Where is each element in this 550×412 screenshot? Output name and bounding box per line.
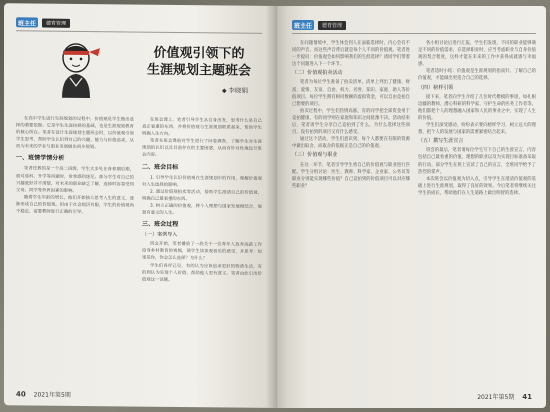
paragraph: 拍卖过程中，学生们热情高涨，有的同学把全部资金用于竞拍健康，有的同学则在家庭和知识之间犹豫不决。活动结束后，笔者请学生分享自己竞拍到了什么，为什么选择这些项目，没有拍到的项目又有什么感受。 bbox=[292, 108, 410, 136]
header-divider bbox=[292, 33, 536, 34]
magazine-logo: 班主任 bbox=[292, 20, 314, 30]
magazine-logo: 班主任 bbox=[16, 17, 38, 27]
left-folio bbox=[16, 389, 71, 399]
sub-heading: （一）案例导入 bbox=[142, 231, 178, 239]
paragraph: 在这一环节，笔者引导学生将自己的价值观与职业进行匹配。学生分组讨论：医生、教师、科学家、企业家、公务员等职业分别能实现哪些价值？自己竞拍到的价值项目可以对应哪些职业？ bbox=[292, 162, 410, 189]
paragraph: 3. 树立正确的价值观，将个人理想与国家发展相结合，规划有意义的人生。 bbox=[142, 203, 262, 216]
paragraph: 在问题情境中，学生体会到人在面临选择时，内心会有不同的声音，而这些声音背后就是每个人不同的价值观。笔者进一步提问：价值观会如何影响我们的生涯选择？请同学们带着这个问题进入下一个环节。 bbox=[292, 41, 410, 68]
magazine-spread bbox=[4, 6, 546, 408]
paragraph: 学生们各抒己见，有的认为应该追求更好的物质生活，有的则认为实现个人价值、帮助他人更有意义。笔者由此引出价值观这一话题。 bbox=[142, 263, 262, 283]
right-column-2 bbox=[418, 40, 536, 388]
paragraph: 笔者在班会课前对学生进行了问卷调查，了解学生对生涯规划的认识以及目前存在的主要困惑，从而有针对性地设计班会内容。 bbox=[142, 138, 262, 159]
left-page bbox=[4, 3, 276, 408]
section-heading: 一、班情学情分析 bbox=[16, 154, 65, 163]
issue-label: 2021年第5期 bbox=[477, 394, 515, 401]
issue-label: 2021年第5期 bbox=[33, 391, 71, 399]
paragraph: 各小组讨论后进行汇报，学生们发现，不同的职业能够满足不同的价值需求，在选择职业时，应当考虑职业与自身价值观的契合程度，这样才能在未来的工作中获得成就感与幸福感。 bbox=[418, 41, 536, 68]
article-title-line-1: 价值观引领下的 bbox=[153, 45, 245, 62]
paragraph: 随着学生年龄的增长，他们开始独立思考人生的意义，逐渐形成自己的价值观。但由于社会阅历有限，学生的价值观尚不稳定，需要教师进行正确的引导。 bbox=[16, 195, 134, 216]
left-column-1 bbox=[16, 115, 134, 386]
section-label: 德育管理 bbox=[42, 18, 70, 27]
article-author: ◆ 李晓娟 bbox=[134, 85, 264, 95]
sub-heading: （三）价值观与职业 bbox=[292, 152, 338, 159]
header-divider bbox=[16, 30, 262, 34]
sub-heading: （五）撰写生涯宣言 bbox=[418, 138, 464, 145]
paragraph: 在高中学生进行生涯规划的过程中，价值观是学生做出选择的重要依据。它是学生生涯抉择的基础，也是生涯规划教育的核心所在。笔者在设计生涯规划主题班会时，以价值观引领学生思考，帮助学生认识到自己的兴趣、能力与价值追求，从而为未来的学业与职业发展做出初步规划。 bbox=[16, 116, 134, 151]
right-page-header bbox=[292, 18, 346, 32]
section-heading: 三、班会过程 bbox=[142, 220, 179, 229]
right-page bbox=[276, 6, 546, 408]
article-title-line-2: 生涯规划主题班会 bbox=[146, 62, 251, 79]
paragraph: 接下来，笔者向学生介绍了几位时代楷模的事迹，如扎根边疆的教师、潜心科研的科学家、守护生命的医务工作者等。他们都把个人的理想融入国家和人民的事业之中，实现了人生的价值。 bbox=[418, 94, 536, 121]
page-number: 41 bbox=[522, 393, 532, 401]
paragraph: 在班会课上，笔者引导学生从自身出发，思考什么是自己真正看重的东西，并将价值观与生涯规划联系起来，帮助学生明确人生方向。 bbox=[142, 117, 262, 138]
page-number: 40 bbox=[16, 390, 26, 399]
paragraph: 班会开始，笔者播放了一段关于一位青年人放弃高薪工作投身乡村教育的视频，请学生谈谈观看后的感受，并思考：如果是你，你会怎么选择？为什么？ bbox=[142, 241, 262, 262]
boy-illustration-icon bbox=[48, 38, 104, 103]
left-page-header bbox=[16, 15, 70, 30]
sub-heading: （四）榜样引领 bbox=[418, 84, 454, 91]
right-folio bbox=[477, 392, 532, 401]
paragraph: 学生们深受感动，纷纷表示要向榜样学习，树立远大的理想，把个人的发展与国家的需要紧密结合起来。 bbox=[418, 123, 536, 136]
paragraph: 本次班会以价值观为切入点，引导学生在澄清价值观的基础上进行生涯规划，取得了良好的效果。今后笔者将继续关注学生的成长，帮助他们在人生道路上做出明智的选择。 bbox=[418, 176, 536, 196]
paragraph: 笔者任教的是一个高二班级，学生大多处在青春期后期，面对选科、升学等问题时，常常感到迷茫。部分学生对自己的兴趣爱好并不清楚，对未来的职业缺乏了解，选择时容易受到父母、同学等外界因素的影响。 bbox=[16, 166, 134, 194]
paragraph: 2. 通过价值观拍卖等活动，帮助学生澄清自己的价值观，明确自己最看重的东西。 bbox=[142, 189, 262, 202]
article-title-block bbox=[134, 45, 264, 95]
paragraph: 笔者为每位学生准备了拍卖清单，清单上列出了健康、财富、爱情、友谊、自由、权力、名誉、知识、家庭、助人等价值项目。每位学生拥有相同数额的虚拟资金，可以自由竞拍自己想要的项目。 bbox=[292, 80, 410, 107]
paragraph: 通过这个活动，学生们意识到，每个人都要在有限的资源中做出取舍，而取舍的依据正是自己的价值观。 bbox=[292, 137, 410, 150]
right-column-1 bbox=[292, 40, 410, 388]
paragraph: 班会的最后，笔者请每位学生写下自己的生涯宣言，内容包括自己最看重的价值、理想的职业以及为实现目标准备采取的行动。部分学生在班上宣读了自己的宣言，全班同学给予了热烈的掌声。 bbox=[418, 148, 536, 175]
paragraph: 1. 引导学生认识价值观在生涯规划中的作用，理解价值观对人生选择的影响。 bbox=[142, 175, 262, 188]
section-heading: 二、班会目标 bbox=[142, 163, 179, 171]
paragraph: 笔者适时小结：价值观是生涯规划的指南针。了解自己的价值观，才能做出更适合自己的选择。 bbox=[418, 69, 536, 82]
left-column-2 bbox=[142, 117, 262, 388]
section-label: 德育管理 bbox=[318, 21, 346, 30]
sub-heading: （二）价值观拍卖活动 bbox=[292, 70, 343, 77]
